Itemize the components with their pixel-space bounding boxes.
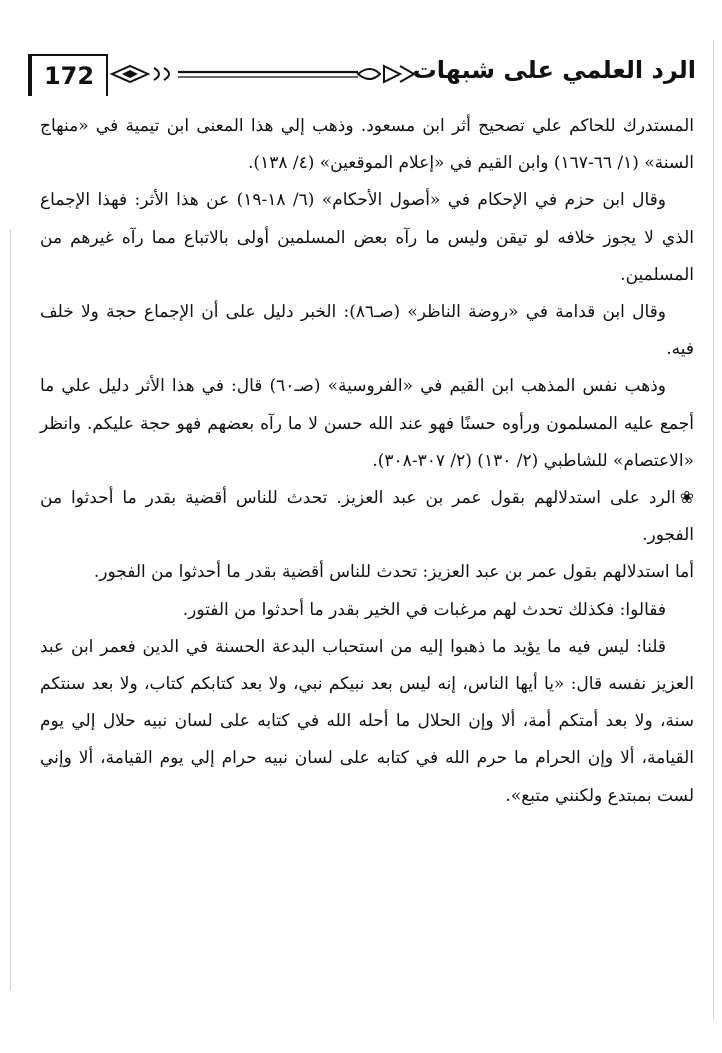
ornament-icon xyxy=(108,62,418,86)
paragraph-text: الرد على استدلالهم بقول عمر بن عبد العزيز. تحدث للناس أقضية بقدر ما أحدثوا من الفجور. xyxy=(40,488,694,546)
paragraph-text: فقالوا: فكذلك تحدث لهم مرغبات في الخير بقدر ما أحدثوا من الفتور. xyxy=(182,599,666,620)
page-edge-left xyxy=(10,230,11,990)
paragraph-text: وذهب نفس المذهب ابن القيم في «الفروسية» (صـ٦٠) قال: في هذا الأثر دليل علي ما أجمع عليه المسلمون ورأوه حسنًا فهو عند الله حسن لا ما رآه بعضهم فهو حجة عليكم. وانظر «الاعتصام» للشاطبي (٢/ ١٣٠) (٢/ ٣٠٧-٣٠٨). xyxy=(40,376,694,471)
paragraph-text: وقال ابن حزم في الإحكام في «أصول الأحكام» (٦/ ١٨-١٩) عن هذا الأثر: فهذا الإجماع الذي لا يجوز خلافه لو تيقن وليس ما رآه بعض المسلمين أولى بالاتباع مما رآه غيرهم من المسلمين. xyxy=(40,190,694,285)
paragraph xyxy=(40,294,694,368)
page-edge-right xyxy=(713,40,714,1020)
paragraph-text: أما استدلالهم بقول عمر بن عبد العزيز: تحدث للناس أقضية بقدر ما أحدثوا من الفجور. xyxy=(93,562,694,583)
paragraph xyxy=(40,629,694,815)
paragraph-text: قلنا: ليس فيه ما يؤيد ما ذهبوا إليه من استحباب البدعة الحسنة في الدين فعمر ابن عبد العزيز نفسه قال: «يا أيها الناس، إنه ليس بعد نبيكم نبي، ولا بعد كتابكم كتاب، ولا بعد سنتكم سنة، ولا بعد أمتكم أمة، ألا وإن الحلال ما أحله الله في كتابه على لسان نبيه حلال إلي يوم القيامة، ألا وإن الحرام ما حرم الله في كتابه على لسان نبيه حرام إلي يوم القيامة، ألا وإني لست بمبتدع ولكنني متبع». xyxy=(40,636,694,806)
running-title: الرد العلمي على شبهات xyxy=(412,56,696,84)
paragraph-text: المستدرك للحاكم علي تصحيح أثر ابن مسعود. وذهب إلي هذا المعنى ابن تيمية في «منهاج السنة» (١/ ٦٦-١٦٧) وابن القيم في «إعلام الموقعين» (٤/ ١٣٨). xyxy=(40,116,694,174)
page-header xyxy=(28,48,696,100)
body-text xyxy=(40,108,694,815)
flower-bullet-icon: ❀ xyxy=(679,488,694,509)
paragraph xyxy=(40,480,694,554)
paragraph xyxy=(40,182,694,294)
paragraph xyxy=(40,592,694,629)
paragraph xyxy=(40,368,694,480)
paragraph-text: وقال ابن قدامة في «روضة الناظر» (صـ٨٦): الخبر دليل على أن الإجماع حجة ولا خلف فيه. xyxy=(40,302,694,360)
page-number: 172 xyxy=(28,54,108,96)
paragraph xyxy=(40,108,694,182)
paragraph xyxy=(40,554,694,591)
